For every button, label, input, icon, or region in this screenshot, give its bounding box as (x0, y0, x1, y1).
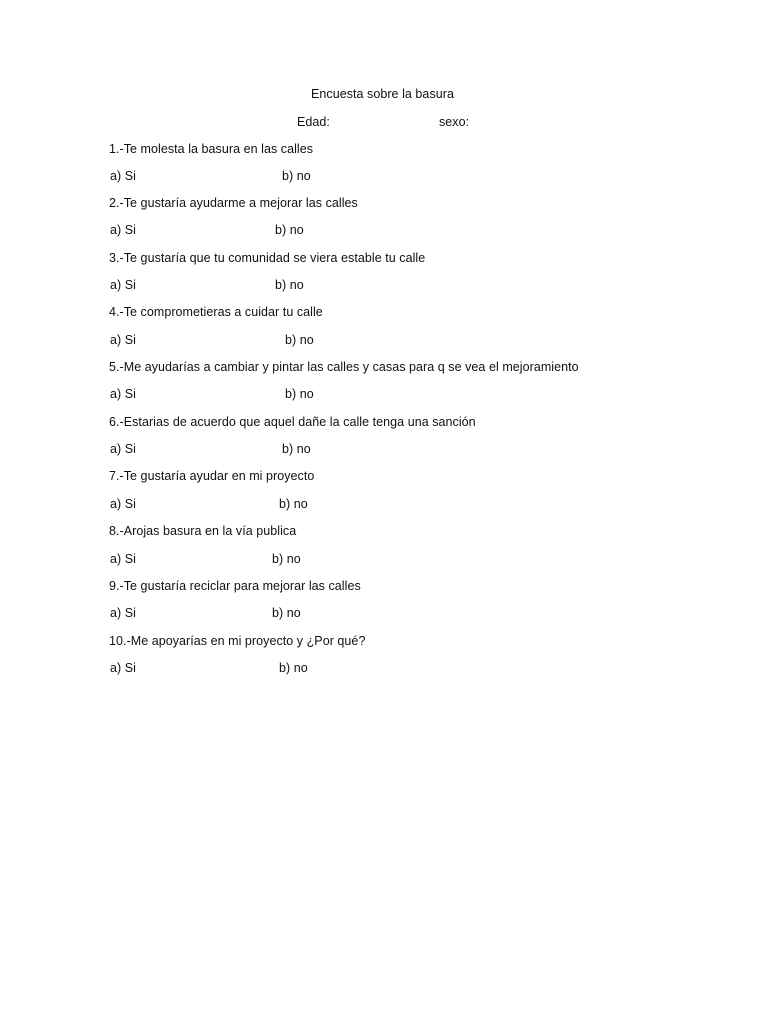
question-8-option-a: a) Si (110, 552, 136, 566)
question-9-option-b: b) no (272, 606, 301, 620)
question-8: 8.-Arojas basura en la vía publica (109, 524, 297, 538)
question-4-option-b: b) no (285, 333, 314, 347)
question-8-option-b: b) no (272, 552, 301, 566)
question-7-option-a: a) Si (110, 497, 136, 511)
sexo-label: sexo: (439, 115, 470, 129)
page-title: Encuesta sobre la basura (311, 87, 454, 101)
question-1-option-b: b) no (282, 169, 311, 183)
question-5-option-a: a) Si (110, 387, 136, 401)
question-7: 7.-Te gustaría ayudar en mi proyecto (109, 469, 315, 483)
question-2-option-a: a) Si (110, 223, 136, 237)
question-3-option-b: b) no (275, 278, 304, 292)
question-6-option-b: b) no (282, 442, 311, 456)
question-9-option-a: a) Si (110, 606, 136, 620)
question-9: 9.-Te gustaría reciclar para mejorar las calles (109, 579, 361, 593)
question-5: 5.-Me ayudarías a cambiar y pintar las calles y casas para q se vea el mejoramiento (109, 360, 579, 374)
question-4-option-a: a) Si (110, 333, 136, 347)
edad-label: Edad: (297, 115, 330, 129)
question-10-option-b: b) no (279, 661, 308, 675)
question-7-option-b: b) no (279, 497, 308, 511)
question-3: 3.-Te gustaría que tu comunidad se viera estable tu calle (109, 251, 426, 265)
question-6-option-a: a) Si (110, 442, 136, 456)
question-10: 10.-Me apoyarías en mi proyecto y ¿Por qué? (109, 634, 366, 648)
question-3-option-a: a) Si (110, 278, 136, 292)
question-6: 6.-Estarias de acuerdo que aquel dañe la calle tenga una sanción (109, 415, 476, 429)
question-10-option-a: a) Si (110, 661, 136, 675)
question-4: 4.-Te comprometieras a cuidar tu calle (109, 305, 323, 319)
question-2-option-b: b) no (275, 223, 304, 237)
question-5-option-b: b) no (285, 387, 314, 401)
question-2: 2.-Te gustaría ayudarme a mejorar las calles (109, 196, 358, 210)
question-1-option-a: a) Si (110, 169, 136, 183)
question-1: 1.-Te molesta la basura en las calles (109, 142, 314, 156)
